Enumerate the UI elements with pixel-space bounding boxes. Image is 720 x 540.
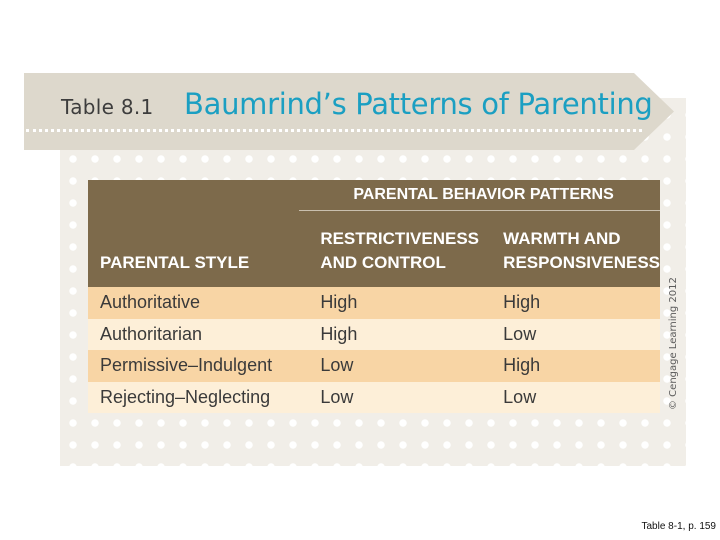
table-title: Baumrind’s Patterns of Parenting [184, 87, 653, 121]
dotted-divider [26, 129, 642, 132]
restrictiveness-cell: High [299, 319, 503, 351]
parental-style-cell: Rejecting–Neglecting [88, 382, 299, 414]
copyright-notice: © Cengage Learning 2012 [668, 277, 679, 410]
warmth-cell: High [503, 350, 660, 382]
warmth-cell: Low [503, 382, 660, 414]
restrictiveness-cell: High [299, 287, 503, 319]
table-row [88, 319, 660, 351]
table-row [88, 382, 660, 414]
column-header-parental-style [88, 211, 299, 287]
table-row [88, 287, 660, 319]
parenting-patterns-table [88, 180, 660, 413]
restrictiveness-cell: Low [299, 350, 503, 382]
column-header-warmth-line2: RESPONSIVENESS [503, 253, 660, 272]
slide-caption: Table 8-1, p. 159 [641, 521, 716, 532]
column-header-warmth-line1: WARMTH AND [503, 229, 621, 248]
column-header-parental-style-label: PARENTAL STYLE [100, 253, 250, 272]
header-row-group [88, 180, 660, 211]
group-header-cell [299, 180, 660, 211]
header-row-columns [88, 211, 660, 287]
column-header-restrictiveness [299, 211, 503, 287]
warmth-cell: Low [503, 319, 660, 351]
column-header-warmth [503, 211, 660, 287]
column-header-restrictiveness-line1: RESTRICTIVENESS [320, 229, 480, 248]
parental-style-cell: Authoritarian [88, 319, 299, 351]
table-number-label: Table 8.1 [61, 95, 154, 119]
title-banner [24, 73, 674, 150]
parental-style-cell: Permissive–Indulgent [88, 350, 299, 382]
table-row [88, 350, 660, 382]
group-header: PARENTAL BEHAVIOR PATTERNS [299, 180, 660, 211]
parental-style-cell: Authoritative [88, 287, 299, 319]
header-empty-cell [88, 180, 299, 211]
warmth-cell: High [503, 287, 660, 319]
restrictiveness-cell: Low [299, 382, 503, 414]
column-header-restrictiveness-line2: AND CONTROL [320, 253, 446, 272]
